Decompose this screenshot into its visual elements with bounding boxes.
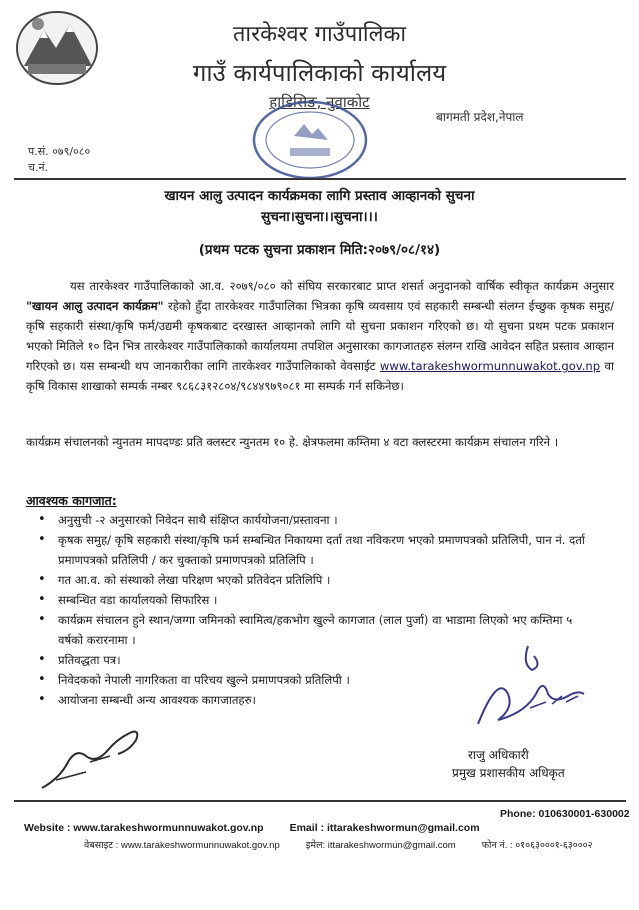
initials-mark	[36, 722, 156, 794]
criteria-paragraph: कार्यक्रम संचालनको न्युनतम मापदण्डः प्रति क्लस्टर न्युनतम १० हे. क्षेत्रफलमा कम्तिमा ४ वटा क्लस्टरमा कार्यक्रम संचालन गरिने ।	[26, 435, 559, 449]
documents-heading: आवश्यक कागजात:	[26, 493, 117, 508]
office-name: गाउँ कार्यपालिकाको कार्यालय	[192, 59, 447, 87]
document-item: • निवेदकको नेपाली नागरिकता वा परिचय खुल्ने प्रमाणपत्रको प्रतिलिपी ।	[38, 670, 598, 690]
program-name: "खायन आलु उत्पादन कार्यक्रम"	[26, 299, 164, 313]
footer-phone: Phone: 010630001-630002	[500, 808, 630, 820]
document-item: • आयोजना सम्बन्धी अन्य आवश्यक कागजातहरु।	[38, 690, 598, 710]
document-item: • अनुसुची -२ अनुसारको निवेदन साथै संक्षिप्त कार्ययोजना/प्रस्तावना ।	[38, 510, 598, 530]
signatory-title: प्रमुख प्रशासकीय अधिकृत	[452, 766, 565, 780]
office-location: हाडिसिङ, नुवाकोट	[269, 93, 370, 111]
footer-email-np[interactable]: इमेल: ittarakeshwormun@gmail.com	[305, 840, 456, 851]
publication-date: (प्रथम पटक सुचना प्रकाशन मिति:२०७९/०८/१४)	[198, 242, 441, 258]
document-item: • गत आ.व. को संस्थाको लेखा परिक्षण भएको प्रतिवेदन प्रतिलिपि ।	[38, 570, 598, 590]
dispatch-number: च.नं.	[28, 161, 49, 174]
document-item: • कृषक समुह/ कृषि सहकारी संस्था/कृषि फर्म सम्बन्धित निकायमा दर्ता तथा नविकरण भएको प्रमाणपत्रको प्रतिलिपी, पान नं. दर्ता प्रमाणपत्रको प्रतिलिपी / कर चुक्ताको प्रमाणपत्रको प्रतिलिपि ।	[38, 530, 598, 570]
signature-mark	[470, 638, 600, 738]
footer-website[interactable]: Website : www.tarakeshwormunnuwakot.gov.np	[24, 822, 264, 834]
municipality-name: तारकेश्वर गाउँपालिका	[232, 22, 407, 47]
reference-number: प.सं. ०७९/०८०	[28, 145, 91, 158]
notice-subtitle: सुचना।सुचना।।सुचना।।।	[261, 209, 378, 225]
document-item: • सम्बन्धित वडा कार्यालयको सिफारिस ।	[38, 590, 598, 610]
body-text-c: वा कृषि विकास शाखाको सम्पर्क नम्बर ९८६८३१२८०४/९८४४९७९०८१ मा सम्पर्क गर्न सकिनेछ।	[26, 359, 614, 393]
footer-contacts-en	[24, 822, 506, 834]
footer-email[interactable]: Email : ittarakeshwormun@gmail.com	[289, 822, 480, 834]
province-label: बागमती प्रदेश,नेपाल	[436, 110, 524, 124]
header-divider	[14, 178, 626, 180]
footer-contacts-np	[84, 838, 619, 851]
body-text-b: रहेको हुँदा तारकेश्वर गाउँपालिका भित्रका कृषि व्यवसाय एवं सहकारी सम्बन्धी संलग्न ईच्छुक कृषक समुह/कृषि सहकारी संस्था/कृषि फर्म/उद्यमी कृषकबाट दरखास्त आव्हानको लागि यो सुचना प्रकाशन गरिएको छ। यो सुचना प्रथम पटक प्रकाशन भएको मितिले १० दिन भित्र तारकेश्वर गाउँपालिकाको कार्यालयमा तपशिल अनुसारका कागजातहरु संलग्न राखि आवेदन सहित प्रस्ताव आव्हान गरिएको छ। यस सम्बन्धी थप जानकारीका लागि तारकेश्वर गाउँपालिकाको वेवसाईट	[26, 299, 614, 373]
signatory-name: राजु अधिकारी	[468, 748, 529, 762]
notice-body-paragraph	[26, 276, 614, 396]
document-item: • कार्यक्रम संचालन हुने स्थान/जग्गा जमिनको स्वामित्व/हकभोग खुल्ने कागजात (लाल पुर्जा) वा भाडामा लिएको भए कम्तिमा ५ वर्षको करारनामा ।	[38, 610, 598, 650]
official-stamp	[250, 98, 370, 182]
document-item: • प्रतिवद्धता पत्र।	[38, 650, 598, 670]
website-link[interactable]: www.tarakeshwormunnuwakot.gov.np	[379, 359, 601, 373]
body-text-a: यस तारकेश्वर गाउँपालिकाको आ.व. २०७९/०८० को संघिय सरकारबाट प्राप्त शसर्त अनुदानको वार्षिक स्वीकृत कार्यक्रम अनुसार	[70, 279, 614, 293]
footer-phone-np: फोन नं. : ०१०६३०००१-६३०००२	[481, 840, 593, 851]
footer-divider	[14, 800, 626, 802]
notice-title: खायन आलु उत्पादन कार्यक्रमका लागि प्रस्ताव आव्हानको सुचना	[164, 188, 475, 204]
footer-website-np[interactable]: वेबसाइट : www.tarakeshwormunnuwakot.gov.np	[84, 840, 280, 851]
